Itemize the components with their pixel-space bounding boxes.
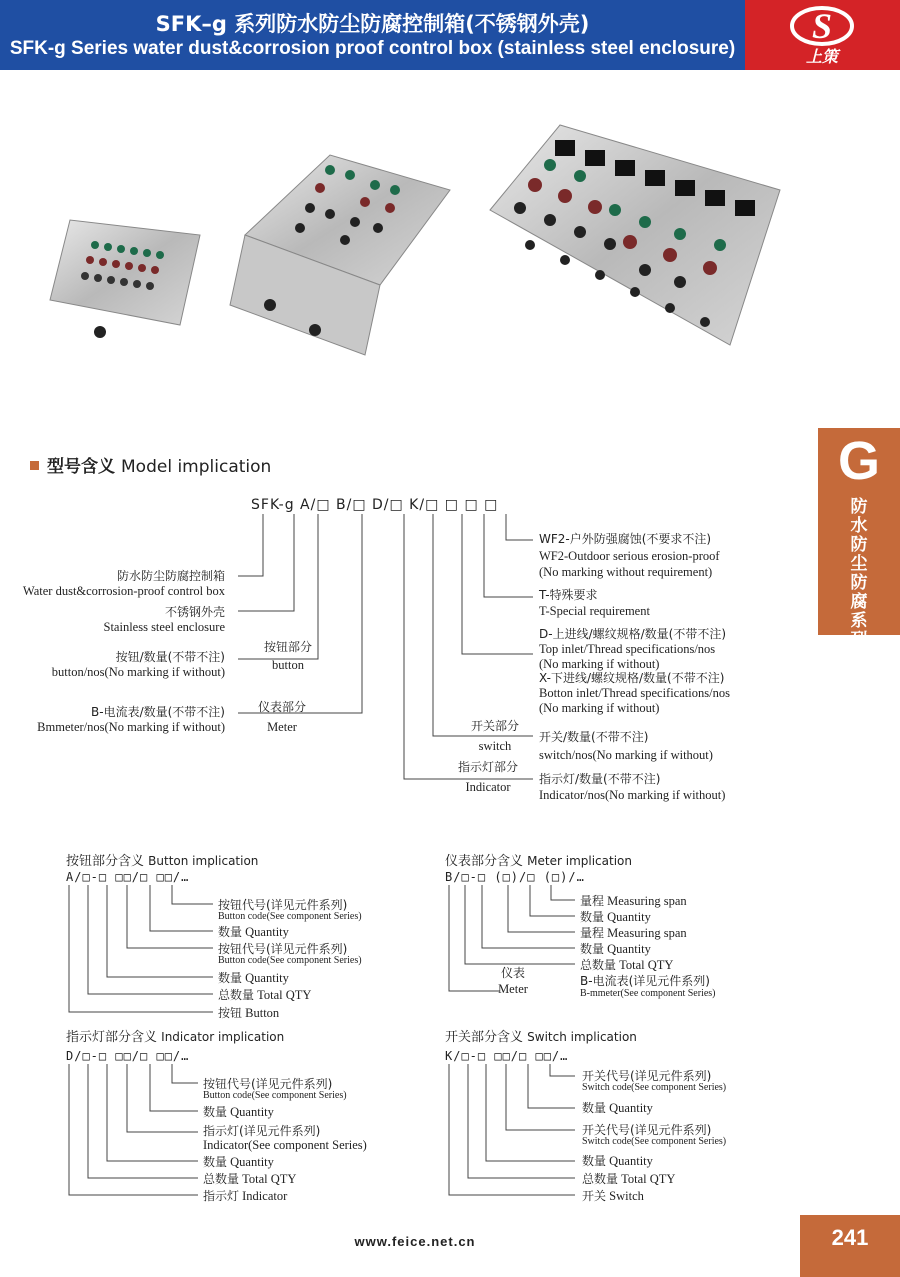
switch-qty2: 数量 Quantity: [582, 1101, 653, 1115]
label-meter-part-cn: 仪表部分: [257, 700, 306, 714]
meter-impl-title: 仪表部分含义 Meter implication: [445, 854, 632, 869]
indicator-total: 总数量 Total QTY: [203, 1172, 297, 1186]
label-box-cn: 防水防尘防腐控制箱: [116, 569, 225, 583]
label-sw-part-en: switch: [478, 739, 512, 753]
meter-kind-en: Meter: [498, 982, 528, 996]
label-ss-cn: 不锈钢外壳: [164, 605, 225, 619]
button-total: 总数量 Total QTY: [218, 988, 312, 1002]
chapter-side-tab: [818, 428, 900, 650]
large-control-box-photo: [490, 125, 780, 345]
switch-code1-en: Switch code(See component Series): [582, 1136, 727, 1147]
button-code2-en: Button code(See component Series): [218, 911, 362, 922]
label-d-cn: D-上进线/螺纹规格/数量(不带不注): [539, 627, 727, 641]
meter-kind-cn: 仪表: [500, 966, 525, 980]
chapter-title-vertical: 防水防尘防腐系列: [850, 497, 868, 650]
meter-span1: 量程 Measuring span: [580, 926, 687, 940]
section-title-en: Model implication: [121, 457, 272, 477]
button-code1-en: Button code(See component Series): [218, 955, 362, 966]
label-btn-en: button/nos(No marking if without): [51, 665, 225, 679]
label-sw-en: switch/nos(No marking if without): [539, 748, 713, 762]
switch-impl-formula: K/□-□ □□/□ □□/…: [445, 1049, 569, 1063]
meter-span2: 量程 Measuring span: [580, 894, 687, 908]
label-ss-en: Stainless steel enclosure: [103, 620, 225, 634]
label-x-en: Botton inlet/Thread specifications/nos: [539, 686, 730, 700]
title-chinese: SFK–g 系列防水防尘防腐控制箱(不锈钢外壳): [155, 12, 590, 36]
button-qty1: 数量 Quantity: [218, 971, 289, 985]
meter-qty2: 数量 Quantity: [580, 910, 651, 924]
indicator-code2-en: Button code(See component Series): [203, 1090, 347, 1101]
label-btn-part-cn: 按钮部分: [263, 640, 312, 654]
label-btn-cn: 按钮/数量(不带不注): [115, 650, 225, 664]
switch-code1-cn: 开关代号(详见元件系列): [582, 1123, 712, 1137]
label-t-cn: T-特殊要求: [539, 588, 598, 602]
indicator-code1-cn: 指示灯(详见元件系列): [203, 1124, 321, 1138]
title-english: SFK-g Series water dust&corrosion proof control box (stainless steel enclosure): [9, 38, 736, 59]
header-banner: [0, 0, 900, 70]
indicator-code1-en: Indicator(See component Series): [203, 1138, 367, 1152]
switch-total: 总数量 Total QTY: [582, 1172, 676, 1186]
logo-letter: S: [811, 6, 833, 46]
label-x-cn: X-下进线/螺纹规格/数量(不带不注): [539, 671, 725, 685]
chapter-letter: G: [837, 431, 880, 491]
product-photos: [30, 110, 790, 370]
button-impl-formula: A/□-□ □□/□ □□/…: [66, 870, 190, 884]
meter-b-cn: B-电流表(详见元件系列): [580, 974, 710, 988]
indicator-kind: 指示灯 Indicator: [203, 1189, 288, 1203]
model-code: SFK-g A/□ B/□ D/□ K/□ □ □ □: [251, 497, 499, 513]
label-sw-part-cn: 开关部分: [470, 719, 519, 733]
button-code2-cn: 按钮代号(详见元件系列): [218, 898, 348, 912]
label-box-en: Water dust&corrosion-proof control box: [22, 584, 225, 598]
indicator-impl-formula: D/□-□ □□/□ □□/…: [66, 1049, 190, 1063]
indicator-impl-title: 指示灯部分含义 Indicator implication: [66, 1030, 285, 1045]
switch-code2-cn: 开关代号(详见元件系列): [582, 1069, 712, 1083]
meter-b-en: B-mmeter(See component Series): [580, 988, 716, 999]
indicator-qty1: 数量 Quantity: [203, 1155, 274, 1169]
section-heading: [30, 452, 271, 477]
meter-total: 总数量 Total QTY: [580, 958, 674, 972]
label-btn-part-en: button: [272, 658, 304, 672]
section-square-icon: [30, 461, 39, 470]
meter-qty1: 数量 Quantity: [580, 942, 651, 956]
label-wf2-cn: WF2-户外防强腐蚀(不要求不注): [539, 532, 712, 546]
brand-logo: [774, 4, 870, 66]
label-ind-part-en: Indicator: [465, 780, 511, 794]
footer-website-link[interactable]: www.feice.net.cn: [354, 1234, 476, 1249]
label-meter-en: Bmmeter/nos(No marking if without): [37, 720, 225, 734]
label-wf2-en: WF2-Outdoor serious erosion-proof: [539, 549, 720, 563]
label-x-en2: (No marking if without): [539, 701, 660, 715]
label-t-en: T-Special requirement: [539, 604, 650, 618]
button-code1-cn: 按钮代号(详见元件系列): [218, 942, 348, 956]
label-wf2-en2: (No marking without requirement): [539, 565, 713, 579]
switch-impl-title: 开关部分含义 Switch implication: [445, 1030, 637, 1045]
button-kind: 按钮 Button: [218, 1006, 280, 1020]
label-meter-part-en: Meter: [267, 720, 297, 734]
meter-impl-formula: B/□-□ (□)/□ (□)/…: [445, 870, 585, 884]
page-number: 241: [800, 1215, 900, 1277]
small-control-box-photo: [50, 220, 200, 338]
button-impl-title: 按钮部分含义 Button implication: [66, 854, 259, 869]
label-ind-part-cn: 指示灯部分: [457, 760, 518, 774]
button-qty2: 数量 Quantity: [218, 925, 289, 939]
double-control-box-photo: [230, 155, 450, 355]
switch-qty1: 数量 Quantity: [582, 1154, 653, 1168]
indicator-qty2: 数量 Quantity: [203, 1105, 274, 1119]
label-d-en: Top inlet/Thread specifications/nos: [539, 642, 716, 656]
label-ind-en: Indicator/nos(No marking if without): [539, 788, 726, 802]
label-sw-cn: 开关/数量(不带不注): [539, 730, 649, 744]
switch-kind: 开关 Switch: [582, 1189, 644, 1203]
section-title-cn: 型号含义: [47, 457, 115, 477]
label-meter-cn: B-电流表/数量(不带不注): [91, 705, 225, 719]
indicator-code2-cn: 按钮代号(详见元件系列): [203, 1077, 333, 1091]
logo-text: 上策: [805, 47, 838, 66]
switch-code2-en: Switch code(See component Series): [582, 1082, 727, 1093]
label-d-en2: (No marking if without): [539, 657, 660, 671]
label-ind-cn: 指示灯/数量(不带不注): [539, 772, 661, 786]
